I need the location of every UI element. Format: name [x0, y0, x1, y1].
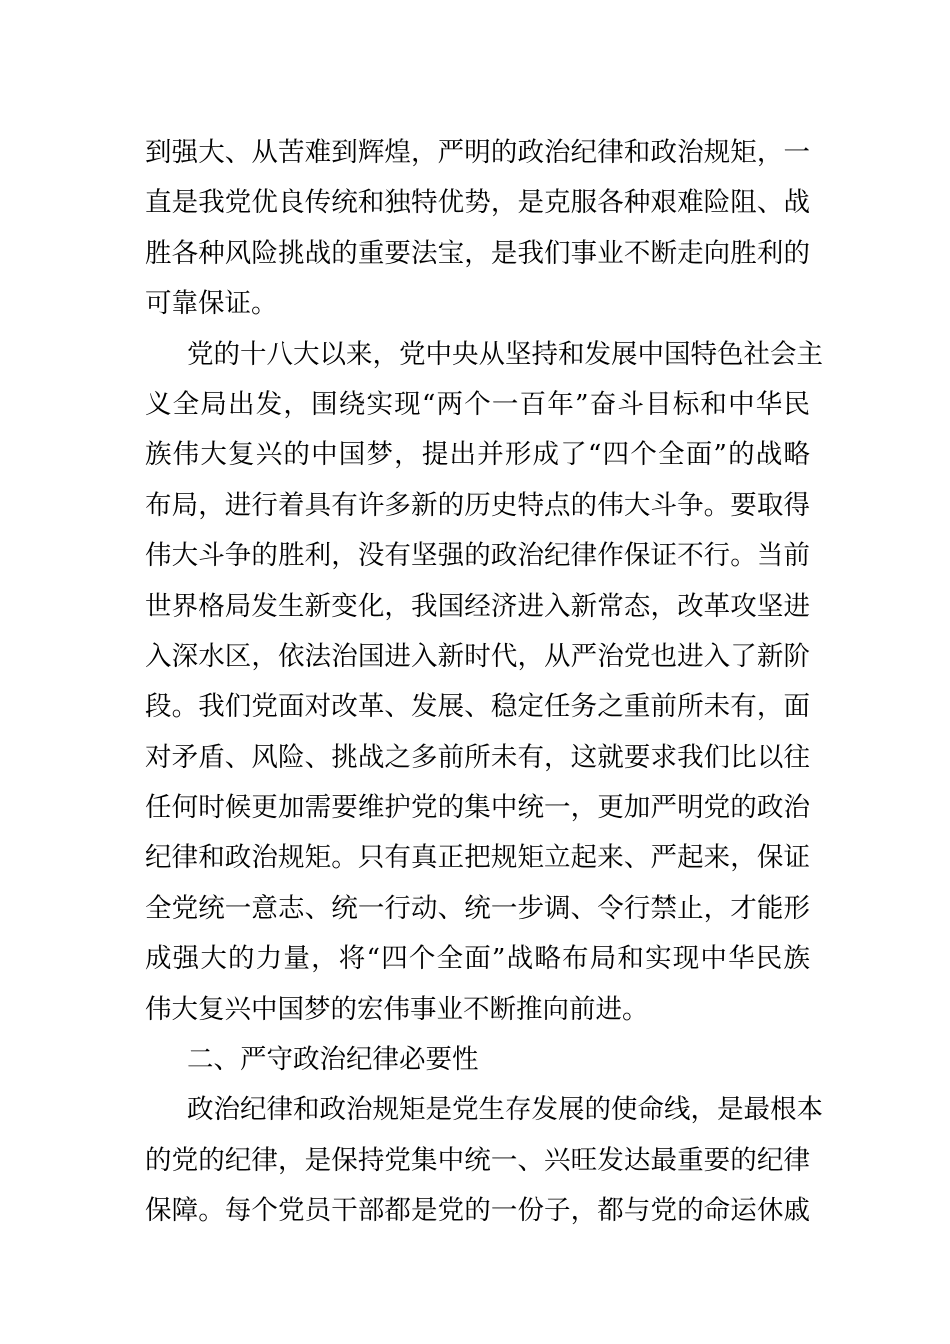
- paragraph-4-line-3: 保障。每个党员干部都是党的一份子，都与党的命运休戚: [145, 1195, 810, 1227]
- paragraph-4-line-2: 的党的纪律，是保持党集中统一、兴旺发达最重要的纪律: [145, 1144, 810, 1176]
- paragraph-1-line-2: 直是我党优良传统和独特优势，是克服各种艰难险阻、战: [145, 187, 810, 219]
- paragraph-2-line-11: 纪律和政治规矩。只有真正把规矩立起来、严起来，保证: [145, 842, 810, 874]
- paragraph-2-line-14: 伟大复兴中国梦的宏伟事业不断推向前进。: [145, 993, 649, 1025]
- paragraph-2-line-9: 对矛盾、风险、挑战之多前所未有，这就要求我们比以往: [145, 741, 810, 773]
- paragraph-2-line-3: 族伟大复兴的中国梦，提出并形成了“四个全面”的战略: [145, 439, 810, 471]
- paragraph-1-line-4: 可靠保证。: [145, 288, 278, 320]
- document-body: [145, 128, 823, 1237]
- paragraph-1-line-3: 胜各种风险挑战的重要法宝，是我们事业不断走向胜利的: [145, 237, 810, 269]
- paragraph-1-line-1: 到强大、从苦难到辉煌，严明的政治纪律和政治规矩，一: [145, 137, 810, 168]
- paragraph-2-line-1: 党的十八大以来，党中央从坚持和发展中国特色社会主: [187, 338, 823, 370]
- paragraph-2-line-7: 入深水区，依法治国进入新时代，从严治党也进入了新阶: [145, 640, 810, 672]
- paragraph-2-line-13: 成强大的力量，将“四个全面”战略布局和实现中华民族: [145, 943, 810, 975]
- paragraph-4-line-1: 政治纪律和政治规矩是党生存发展的使命线，是最根本: [187, 1094, 823, 1126]
- paragraph-2-line-5: 伟大斗争的胜利，没有坚强的政治纪律作保证不行。当前: [145, 540, 810, 572]
- paragraph-2-line-4: 布局，进行着具有许多新的历史特点的伟大斗争。要取得: [145, 489, 810, 521]
- paragraph-2-line-2: 义全局出发，围绕实现“两个一百年”奋斗目标和中华民: [145, 388, 810, 420]
- paragraph-2-line-10: 任何时候更加需要维护党的集中统一，更加严明党的政治: [145, 792, 810, 824]
- paragraph-2-line-8: 段。我们党面对改革、发展、稳定任务之重前所未有，面: [145, 691, 810, 723]
- section-heading: 二、严守政治纪律必要性: [187, 1044, 479, 1076]
- paragraph-2-line-6: 世界格局发生新变化，我国经济进入新常态，改革攻坚进: [145, 590, 810, 622]
- paragraph-2-line-12: 全党统一意志、统一行动、统一步调、令行禁止，才能形: [145, 892, 810, 924]
